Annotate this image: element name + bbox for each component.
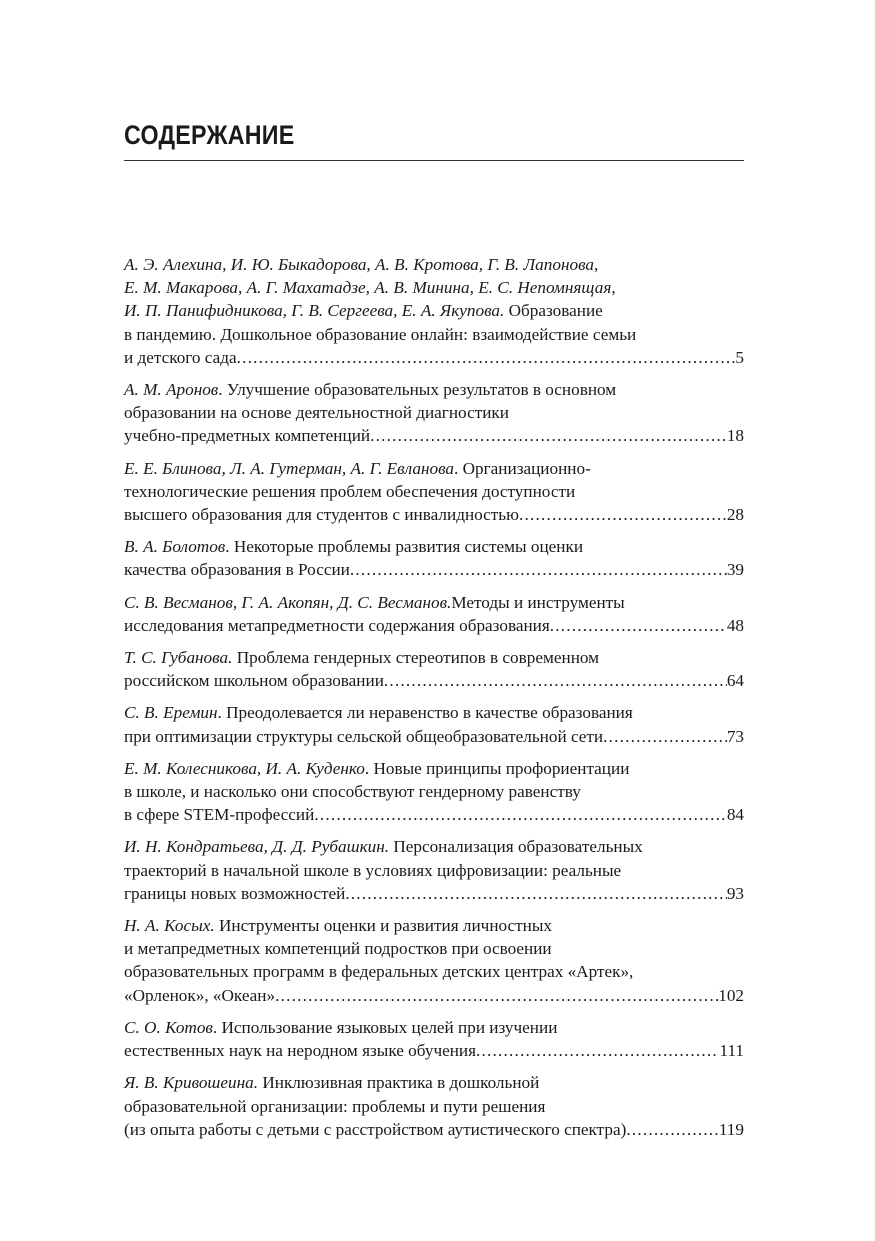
toc-entry-title: . Использование языковых целей при изучении (212, 1017, 558, 1037)
toc-entry-title: траекторий в начальной школе в условиях цифровизации: реальные (124, 860, 622, 880)
toc-entry-line (124, 960, 744, 983)
toc-entry-authors: Е. Е. Блинова, Л. А. Гутерман, А. Г. Евланова (124, 458, 455, 478)
toc-entry-last-line (124, 984, 744, 1007)
toc-entry-line (124, 1071, 744, 1094)
toc-entry-line (124, 457, 744, 480)
toc-entry-page-number: 39 (726, 560, 744, 580)
toc-entry-title: . Преодолевается ли неравенство в качестве образования (217, 703, 633, 723)
toc-entry-page-number: 93 (726, 883, 744, 903)
toc-entry-authors: С. В. Весманов, Г. А. Акопян, Д. С. Весманов. (124, 592, 452, 612)
toc-entry-title: Методы и инструменты (451, 592, 625, 612)
table-of-contents (124, 253, 744, 1150)
toc-entry-title: образовательной организации: проблемы и пути решения (124, 1096, 546, 1116)
page-title: СОДЕРЖАНИЕ (124, 120, 295, 150)
toc-entry-page-number: 119 (718, 1119, 744, 1139)
toc-entry-title: и детского сада (124, 347, 237, 367)
toc-entry-line (124, 378, 744, 401)
toc-entry-line (124, 253, 744, 276)
toc-entry-title: (из опыта работы с детьми с расстройством аутистического спектра) (124, 1119, 627, 1139)
title-divider (124, 160, 744, 161)
toc-entry-title: в сфере STEM-профессий (124, 805, 315, 825)
dot-leader (384, 669, 727, 692)
toc-entry-last-line (124, 1039, 744, 1062)
toc-entry-title: образовательных программ в федеральных детских центрах «Артек», (124, 962, 634, 982)
toc-entry[interactable] (124, 253, 744, 369)
dot-leader (275, 984, 718, 1007)
toc-entry[interactable] (124, 835, 744, 905)
toc-entry-last-line (124, 503, 744, 526)
toc-entry-last-line (124, 424, 744, 447)
toc-entry-title: высшего образования для студентов с инвалидностью (124, 505, 519, 525)
toc-entry-page-number: 48 (726, 615, 744, 635)
toc-entry-authors: Т. С. Губанова. (124, 648, 233, 668)
toc-entry-last-line (124, 558, 744, 581)
dot-leader (519, 503, 727, 526)
toc-entry-page-number: 84 (726, 805, 744, 825)
toc-entry-line (124, 835, 744, 858)
toc-entry-line (124, 276, 744, 299)
toc-entry-authors: А. Э. Алехина, И. Ю. Быкадорова, А. В. Кротова, Г. В. Лапонова, (124, 255, 599, 274)
toc-entry[interactable] (124, 457, 744, 527)
toc-entry-title: Инклюзивная практика в дошкольной (258, 1073, 540, 1093)
toc-entry-title: исследования метапредметности содержания образования (124, 615, 550, 635)
toc-entry-title: . Новые принципы профориентации (364, 758, 630, 778)
toc-entry-line (124, 646, 744, 669)
toc-entry-title: в пандемию. Дошкольное образование онлайн: взаимодействие семьи (124, 324, 637, 344)
toc-entry-line (124, 1095, 744, 1118)
toc-entry-line (124, 757, 744, 780)
toc-entry-title: при оптимизации структуры сельской общеобразовательной сети (124, 726, 604, 746)
toc-entry-title: Персонализация образовательных (389, 837, 643, 857)
toc-entry-title: . Некоторые проблемы развития системы оценки (225, 537, 584, 557)
toc-entry-title: российском школьном образовании (124, 671, 384, 691)
toc-entry[interactable] (124, 646, 744, 692)
toc-entry-page-number: 73 (726, 726, 744, 746)
toc-entry-authors: И. Н. Кондратьева, Д. Д. Рубашкин. (124, 837, 390, 857)
toc-entry-title: и метапредметных компетенций подростков при освоении (124, 939, 552, 959)
toc-entry-page-number: 64 (726, 671, 744, 691)
toc-entry-authors: А. М. Аронов (124, 380, 219, 400)
toc-entry-last-line (124, 614, 744, 637)
toc-entry-title: в школе, и насколько они способствуют гендерному равенству (124, 782, 581, 802)
toc-entry-line (124, 591, 744, 614)
toc-entry-authors: В. А. Болотов (124, 537, 226, 557)
toc-entry-page-number: 28 (726, 505, 744, 525)
toc-entry-line (124, 701, 744, 724)
toc-entry-title: учебно-предметных компетенций (124, 426, 371, 446)
toc-entry[interactable] (124, 535, 744, 581)
toc-entry-title: границы новых возможностей (124, 883, 346, 903)
toc-entry-last-line (124, 725, 744, 748)
toc-entry-authors: Е. М. Макарова, А. Г. Махатадзе, А. В. Минина, Е. С. Непомнящая, (124, 278, 616, 298)
dot-leader (370, 424, 727, 447)
toc-entry-line (124, 480, 744, 503)
toc-entry-last-line (124, 803, 744, 826)
toc-entry-page-number: 102 (718, 985, 744, 1005)
toc-entry-line (124, 1016, 744, 1039)
toc-entry-title: Проблема гендерных стереотипов в современном (232, 648, 600, 668)
dot-leader (314, 803, 726, 826)
toc-entry-authors: И. П. Панифидникова, Г. В. Сергеева, Е. А. Якупова. (124, 301, 505, 321)
toc-entry[interactable] (124, 701, 744, 747)
toc-entry-page-number: 5 (735, 347, 744, 367)
toc-entry-title: «Орленок», «Океан» (124, 985, 276, 1005)
toc-entry-last-line (124, 346, 744, 369)
dot-leader (237, 346, 736, 369)
dot-leader (476, 1039, 719, 1062)
toc-entry-last-line (124, 882, 744, 905)
toc-entry-title: качества образования в России (124, 560, 350, 580)
toc-entry[interactable] (124, 914, 744, 1007)
toc-entry-authors: Н. А. Косых. (124, 916, 215, 936)
toc-entry-title: . Организационно- (454, 458, 591, 478)
toc-entry-line (124, 401, 744, 424)
toc-entry-authors: Я. В. Кривошеина. (124, 1073, 259, 1093)
toc-entry[interactable] (124, 757, 744, 827)
toc-entry-title: Инструменты оценки и развития личностных (214, 916, 553, 936)
toc-entry-last-line (124, 669, 744, 692)
toc-entry-title: естественных наук на неродном языке обучения (124, 1041, 477, 1061)
toc-entry-page-number: 18 (726, 426, 744, 446)
toc-entry-authors: С. В. Еремин (124, 703, 218, 723)
toc-entry-title: . Улучшение образовательных результатов в основном (218, 380, 617, 400)
toc-entry[interactable] (124, 1016, 744, 1062)
toc-entry[interactable] (124, 378, 744, 448)
toc-entry-last-line (124, 1118, 744, 1141)
toc-entry-line (124, 937, 744, 960)
toc-entry[interactable] (124, 1071, 744, 1141)
toc-entry-line (124, 535, 744, 558)
toc-entry-authors: С. О. Котов (124, 1017, 213, 1037)
toc-entry-line (124, 859, 744, 882)
toc-entry-line (124, 780, 744, 803)
toc-entry-line (124, 914, 744, 937)
toc-entry-line (124, 299, 744, 322)
toc-entry-page-number: 111 (719, 1041, 744, 1061)
dot-leader (345, 882, 727, 905)
toc-entry-title: образовании на основе деятельностной диагностики (124, 403, 509, 423)
dot-leader (350, 558, 727, 581)
dot-leader (550, 614, 727, 637)
toc-entry-title: технологические решения проблем обеспечения доступности (124, 481, 576, 501)
toc-entry[interactable] (124, 591, 744, 637)
toc-entry-title: Образование (504, 301, 603, 321)
toc-entry-line (124, 323, 744, 346)
dot-leader (603, 725, 727, 748)
toc-entry-authors: Е. М. Колесникова, И. А. Куденко (124, 758, 365, 778)
dot-leader (626, 1118, 718, 1141)
